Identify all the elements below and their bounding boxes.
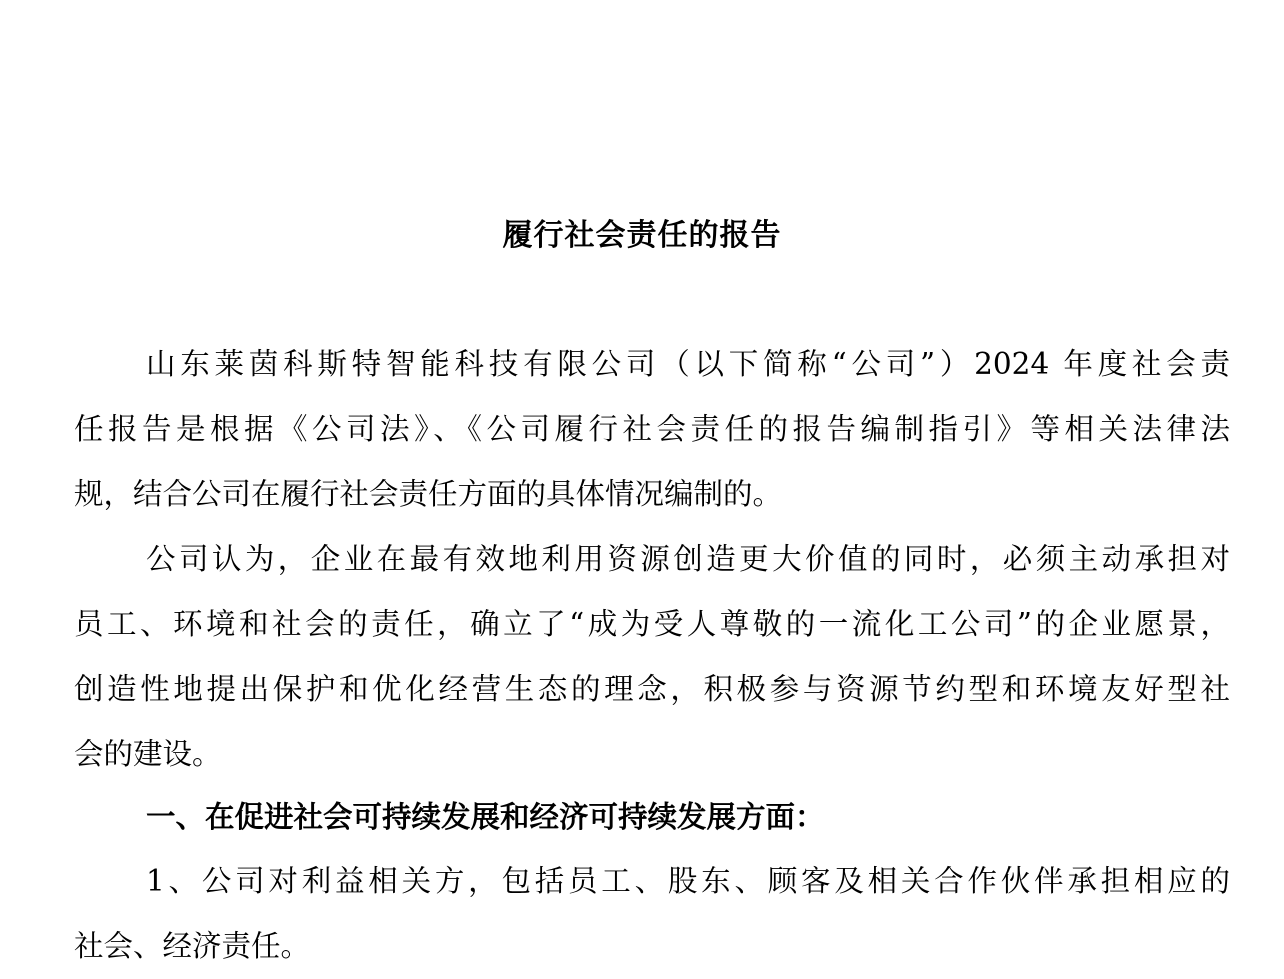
paragraph-line: 任报告是根据《公司法》、《公司履行社会责任的报告编制指引》等相关法律法 (74, 412, 1230, 446)
section-heading (74, 784, 1230, 849)
paragraph-line: 创造性地提出保护和优化经营生态的理念，积极参与资源节约型和环境友好型社 (74, 672, 1230, 706)
paragraph-line: 规，结合公司在履行社会责任方面的具体情况编制的。 (74, 477, 783, 511)
paragraph-company-view (74, 527, 1230, 787)
paragraph-line: 社会、经济责任。 (74, 929, 311, 963)
paragraph-intro (74, 332, 1230, 527)
paragraph-line: 会的建设。 (74, 737, 222, 771)
paragraph-line: 员工、环境和社会的责任，确立了“成为受人尊敬的一流化工公司”的企业愿景， (74, 607, 1230, 641)
paragraph-line: 1、公司对利益相关方，包括员工、股东、顾客及相关合作伙伴承担相应的 (146, 864, 1230, 898)
paragraph-line: 山东莱茵科斯特智能科技有限公司（以下简称“公司”）2024 年度社会责 (146, 347, 1230, 381)
paragraph-line: 公司认为，企业在最有效地利用资源创造更大价值的同时，必须主动承担对 (146, 542, 1230, 576)
section-heading-text: 一、在促进社会可持续发展和经济可持续发展方面： (146, 799, 825, 834)
document-title: 履行社会责任的报告 (502, 218, 782, 253)
paragraph-stakeholders (74, 849, 1230, 979)
